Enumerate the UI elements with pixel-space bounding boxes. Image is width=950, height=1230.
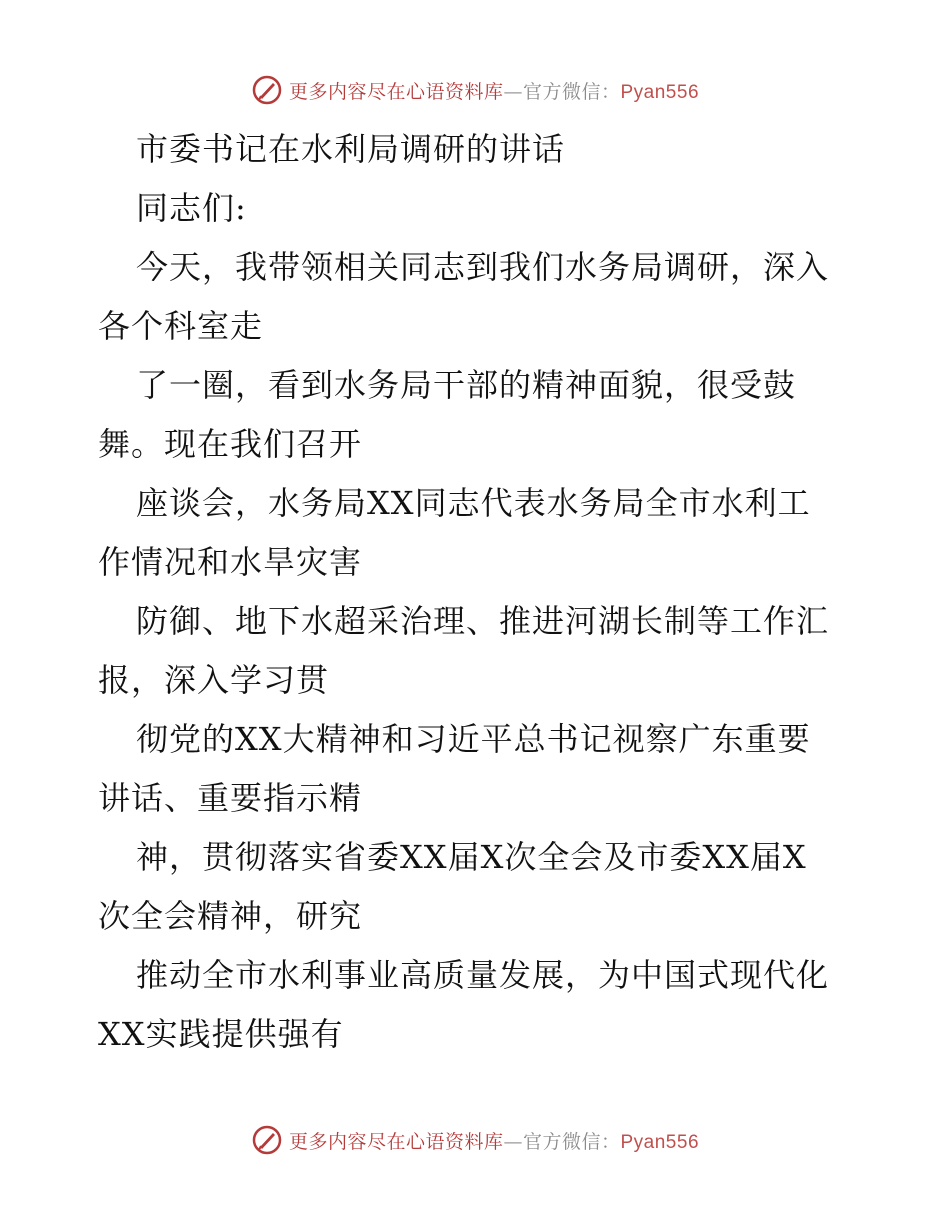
document-title: 市委书记在水利局调研的讲话 <box>136 130 566 168</box>
paragraph-line: XX实践提供强有 <box>98 1015 344 1053</box>
paragraph-line: 今天，我带领相关同志到我们水务局调研，深入 <box>136 248 830 286</box>
header-watermark <box>0 70 950 110</box>
paragraph-line: 神，贯彻落实省委XX届X次全会及市委XX届X <box>136 838 807 876</box>
paragraph-line: 各个科室走 <box>98 307 264 345</box>
paragraph-line: 舞。现在我们召开 <box>98 425 363 463</box>
paragraph-line: 作情况和水旱灾害 <box>98 543 363 581</box>
paragraph-line: 了一圈，看到水务局干部的精神面貌，很受鼓 <box>136 366 797 404</box>
paragraph-line: 报，深入学习贯 <box>98 661 330 699</box>
watermark-text: 更多内容尽在心语资料库—官方微信：Pyan556 <box>288 1130 700 1153</box>
document-body <box>98 120 858 1064</box>
watermark-text: 更多内容尽在心语资料库—官方微信：Pyan556 <box>288 80 700 103</box>
salutation: 同志们: <box>136 189 247 227</box>
paragraph-line: 防御、地下水超采治理、推进河湖长制等工作汇 <box>136 602 830 640</box>
quill-logo-icon <box>251 1124 283 1156</box>
footer-watermark <box>0 1120 950 1160</box>
paragraph-line: 次全会精神，研究 <box>98 897 363 935</box>
paragraph-line: 推动全市水利事业高质量发展，为中国式现代化 <box>136 956 830 994</box>
paragraph-line: 座谈会，水务局XX同志代表水务局全市水利工 <box>136 484 811 522</box>
paragraph-line: 彻党的XX大精神和习近平总书记视察广东重要 <box>136 720 811 758</box>
quill-logo-icon <box>251 74 283 106</box>
paragraph-line: 讲话、重要指示精 <box>98 779 363 817</box>
